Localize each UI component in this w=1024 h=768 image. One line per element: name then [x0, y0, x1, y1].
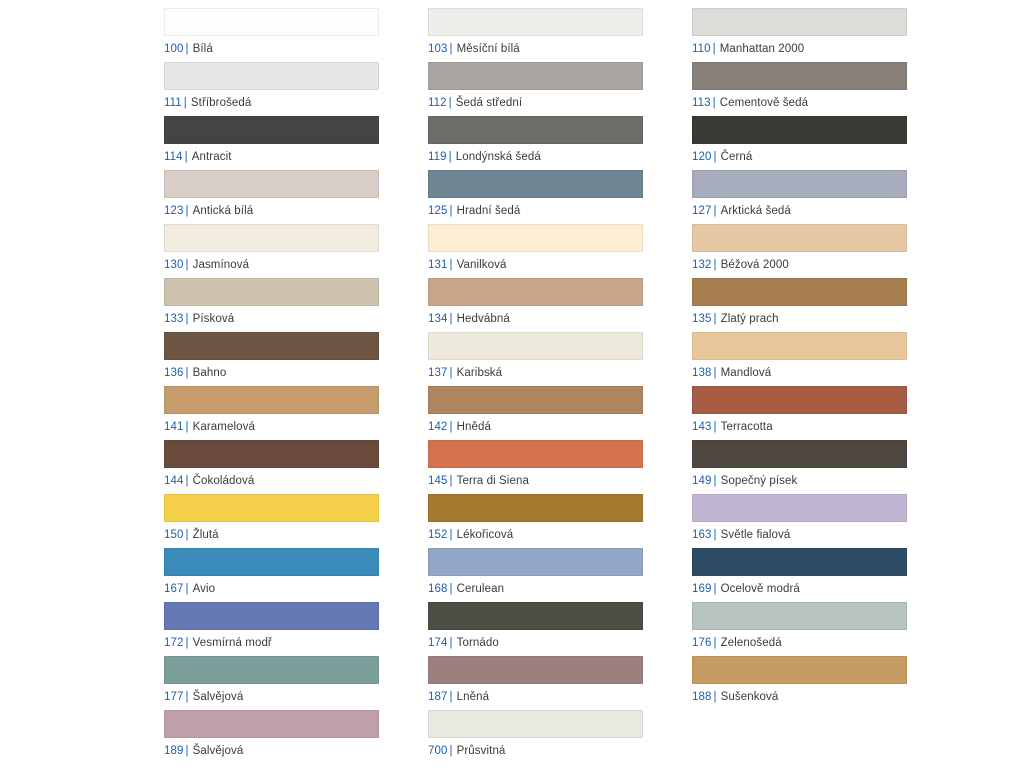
- swatch-label: [428, 144, 668, 163]
- swatch-code: 112: [428, 97, 447, 109]
- swatch-name: Béžová 2000: [720, 259, 789, 271]
- swatch-color-chip[interactable]: [428, 170, 643, 198]
- swatch-color-chip[interactable]: [164, 656, 379, 684]
- swatch-name: Čokoládová: [192, 475, 255, 487]
- swatch-label: [164, 414, 404, 433]
- swatch-separator: |: [713, 313, 717, 325]
- swatch-color-chip[interactable]: [428, 602, 643, 630]
- swatch-separator: |: [713, 367, 717, 379]
- swatch-name: Světle fialová: [720, 529, 791, 541]
- swatch-code: 134: [428, 313, 448, 325]
- swatch-code: 167: [164, 583, 184, 595]
- swatch-name: Černá: [720, 151, 753, 163]
- swatch-item[interactable]: [428, 62, 668, 116]
- swatch-code: 188: [692, 691, 712, 703]
- swatch-color-chip[interactable]: [428, 332, 643, 360]
- swatch-item[interactable]: [164, 62, 404, 116]
- swatch-code: 127: [692, 205, 712, 217]
- swatch-separator: |: [713, 259, 717, 271]
- swatch-name: Jasmínová: [192, 259, 250, 271]
- swatch-name: Šedá střední: [455, 97, 523, 109]
- swatch-item[interactable]: [164, 548, 404, 602]
- swatch-item[interactable]: [692, 386, 932, 440]
- swatch-color-chip[interactable]: [428, 386, 643, 414]
- swatch-color-chip[interactable]: [164, 332, 379, 360]
- swatch-color-chip[interactable]: [164, 548, 379, 576]
- swatch-color-chip[interactable]: [164, 494, 379, 522]
- swatch-item[interactable]: [428, 386, 668, 440]
- swatch-color-chip[interactable]: [692, 170, 907, 198]
- swatch-label: [692, 576, 932, 595]
- swatch-code: 163: [692, 529, 712, 541]
- swatch-label: [164, 468, 404, 487]
- swatch-code: 150: [164, 529, 184, 541]
- swatch-color-chip[interactable]: [428, 710, 643, 738]
- swatch-color-chip[interactable]: [692, 548, 907, 576]
- swatch-name: Cerulean: [456, 583, 505, 595]
- swatch-separator: |: [713, 475, 717, 487]
- swatch-separator: |: [185, 691, 189, 703]
- swatch-label: [692, 36, 932, 55]
- swatch-name: Měsíční bílá: [456, 43, 520, 55]
- swatch-separator: |: [449, 691, 453, 703]
- swatch-color-chip[interactable]: [428, 548, 643, 576]
- swatch-code: 131: [428, 259, 448, 271]
- swatch-color-chip[interactable]: [164, 278, 379, 306]
- swatch-code: 143: [692, 421, 712, 433]
- swatch-separator: |: [712, 97, 716, 109]
- swatch-name: Písková: [192, 313, 235, 325]
- swatch-name: Hradní šedá: [456, 205, 521, 217]
- swatch-label: [428, 630, 668, 649]
- swatch-label: [428, 414, 668, 433]
- swatch-name: Avio: [192, 583, 216, 595]
- swatch-label: [692, 252, 932, 271]
- swatch-color-chip[interactable]: [692, 278, 907, 306]
- swatch-color-chip[interactable]: [164, 116, 379, 144]
- swatch-name: Antická bílá: [192, 205, 254, 217]
- swatch-label: [164, 252, 404, 271]
- swatch-code: 142: [428, 421, 448, 433]
- swatch-code: 141: [164, 421, 184, 433]
- swatch-code: 130: [164, 259, 184, 271]
- swatch-label: [692, 360, 932, 379]
- swatch-label: [428, 468, 668, 487]
- swatch-item[interactable]: [428, 710, 668, 764]
- swatch-separator: |: [713, 151, 717, 163]
- swatch-separator: |: [713, 205, 717, 217]
- swatch-label: [164, 198, 404, 217]
- swatch-label: [164, 90, 404, 109]
- swatch-code: 123: [164, 205, 184, 217]
- swatch-item[interactable]: [692, 440, 932, 494]
- swatch-item[interactable]: [692, 278, 932, 332]
- swatch-color-chip[interactable]: [164, 710, 379, 738]
- swatch-separator: |: [185, 367, 189, 379]
- swatch-item[interactable]: [428, 656, 668, 710]
- swatch-name: Londýnská šedá: [455, 151, 541, 163]
- swatch-color-chip[interactable]: [428, 116, 643, 144]
- swatch-item[interactable]: [428, 170, 668, 224]
- swatch-item[interactable]: [428, 224, 668, 278]
- swatch-label: [692, 198, 932, 217]
- swatch-color-chip[interactable]: [692, 332, 907, 360]
- swatch-color-chip[interactable]: [428, 656, 643, 684]
- swatch-code: 135: [692, 313, 712, 325]
- swatch-item[interactable]: [164, 278, 404, 332]
- swatch-item[interactable]: [692, 548, 932, 602]
- swatch-color-chip[interactable]: [692, 440, 907, 468]
- swatch-name: Arktická šedá: [720, 205, 791, 217]
- swatch-separator: |: [713, 529, 717, 541]
- swatch-name: Žlutá: [192, 529, 219, 541]
- swatch-code: 114: [164, 151, 183, 163]
- swatch-color-chip[interactable]: [164, 224, 379, 252]
- swatch-name: Vanilková: [456, 259, 507, 271]
- swatch-code: 169: [692, 583, 712, 595]
- swatch-item[interactable]: [164, 386, 404, 440]
- swatch-color-chip[interactable]: [428, 224, 643, 252]
- swatch-grid: [164, 8, 932, 764]
- swatch-item[interactable]: [692, 170, 932, 224]
- swatch-label: [428, 198, 668, 217]
- swatch-code: 138: [692, 367, 712, 379]
- swatch-label: [164, 738, 404, 757]
- swatch-color-chip[interactable]: [164, 386, 379, 414]
- swatch-name: Karibská: [456, 367, 503, 379]
- swatch-separator: |: [185, 313, 189, 325]
- swatch-item[interactable]: [428, 116, 668, 170]
- swatch-code: 113: [692, 97, 711, 109]
- swatch-item[interactable]: [692, 332, 932, 386]
- swatch-separator: |: [185, 421, 189, 433]
- swatch-item[interactable]: [692, 62, 932, 116]
- swatch-item[interactable]: [428, 548, 668, 602]
- swatch-name: Bahno: [192, 367, 227, 379]
- swatch-code: 119: [428, 151, 447, 163]
- swatch-name: Terra di Siena: [456, 475, 529, 487]
- swatch-color-chip[interactable]: [428, 440, 643, 468]
- swatch-label: [692, 684, 932, 703]
- swatch-code: 176: [692, 637, 712, 649]
- swatch-item[interactable]: [164, 656, 404, 710]
- swatch-item[interactable]: [428, 8, 668, 62]
- swatch-item[interactable]: [164, 710, 404, 764]
- swatch-item[interactable]: [164, 116, 404, 170]
- swatch-color-chip[interactable]: [428, 494, 643, 522]
- swatch-item[interactable]: [692, 494, 932, 548]
- swatch-code: 100: [164, 43, 184, 55]
- swatch-separator: |: [449, 421, 453, 433]
- swatch-label: [428, 36, 668, 55]
- swatch-color-chip[interactable]: [692, 656, 907, 684]
- swatch-label: [692, 468, 932, 487]
- swatch-label: [692, 522, 932, 541]
- swatch-name: Sopečný písek: [720, 475, 798, 487]
- swatch-label: [692, 630, 932, 649]
- swatch-label: [428, 360, 668, 379]
- swatch-code: 136: [164, 367, 184, 379]
- swatch-separator: |: [713, 583, 717, 595]
- swatch-name: Mandlová: [720, 367, 772, 379]
- swatch-separator: |: [184, 151, 188, 163]
- swatch-name: Vesmírná modř: [192, 637, 272, 649]
- swatch-label: [428, 90, 668, 109]
- swatch-item[interactable]: [164, 440, 404, 494]
- swatch-label: [164, 630, 404, 649]
- swatch-item[interactable]: [428, 494, 668, 548]
- swatch-label: [428, 522, 668, 541]
- swatch-separator: |: [185, 205, 189, 217]
- swatch-item[interactable]: [692, 224, 932, 278]
- swatch-color-chip[interactable]: [164, 8, 379, 36]
- swatch-separator: |: [185, 43, 189, 55]
- swatch-separator: |: [448, 151, 452, 163]
- swatch-name: Tornádo: [456, 637, 499, 649]
- swatch-name: Šalvějová: [192, 745, 244, 757]
- swatch-name: Ocelově modrá: [720, 583, 800, 595]
- swatch-code: 137: [428, 367, 448, 379]
- swatch-separator: |: [449, 475, 453, 487]
- swatch-label: [428, 738, 668, 757]
- swatch-separator: |: [185, 583, 189, 595]
- swatch-name: Cementově šedá: [719, 97, 809, 109]
- swatch-code: 103: [428, 43, 448, 55]
- swatch-name: Sušenková: [720, 691, 779, 703]
- swatch-separator: |: [449, 367, 453, 379]
- swatch-name: Zlatý prach: [720, 313, 779, 325]
- swatch-label: [428, 684, 668, 703]
- swatch-separator: |: [449, 745, 453, 757]
- swatch-name: Zelenošedá: [720, 637, 782, 649]
- swatch-name: Manhattan 2000: [719, 43, 805, 55]
- swatch-code: 111: [164, 97, 182, 109]
- swatch-label: [692, 144, 932, 163]
- swatch-item[interactable]: [164, 224, 404, 278]
- swatch-color-chip[interactable]: [428, 8, 643, 36]
- swatch-color-chip[interactable]: [692, 224, 907, 252]
- swatch-name: Průsvitná: [456, 745, 506, 757]
- swatch-code: 144: [164, 475, 184, 487]
- swatch-color-chip[interactable]: [428, 62, 643, 90]
- swatch-item[interactable]: [692, 116, 932, 170]
- swatch-label: [164, 576, 404, 595]
- swatch-item[interactable]: [692, 8, 932, 62]
- swatch-item[interactable]: [164, 8, 404, 62]
- swatch-separator: |: [449, 313, 453, 325]
- swatch-color-chip[interactable]: [164, 440, 379, 468]
- swatch-color-chip[interactable]: [428, 278, 643, 306]
- swatch-separator: |: [183, 97, 187, 109]
- swatch-separator: |: [449, 205, 453, 217]
- swatch-item[interactable]: [428, 440, 668, 494]
- swatch-item[interactable]: [428, 332, 668, 386]
- swatch-separator: |: [185, 637, 189, 649]
- swatch-label: [428, 576, 668, 595]
- swatch-name: Antracit: [191, 151, 232, 163]
- swatch-item[interactable]: [164, 332, 404, 386]
- swatch-code: 149: [692, 475, 712, 487]
- swatch-label: [164, 36, 404, 55]
- swatch-name: Lékořicová: [456, 529, 514, 541]
- swatch-item[interactable]: [164, 494, 404, 548]
- swatch-name: Bílá: [192, 43, 213, 55]
- swatch-separator: |: [185, 745, 189, 757]
- swatch-item[interactable]: [692, 656, 932, 710]
- swatch-code: 177: [164, 691, 184, 703]
- swatch-label: [164, 360, 404, 379]
- swatch-color-chip[interactable]: [692, 386, 907, 414]
- swatch-separator: |: [712, 43, 716, 55]
- swatch-separator: |: [713, 637, 717, 649]
- swatch-color-chip[interactable]: [692, 62, 907, 90]
- swatch-name: Lněná: [456, 691, 490, 703]
- swatch-name: Hnědá: [456, 421, 491, 433]
- swatch-separator: |: [185, 259, 189, 271]
- swatch-label: [164, 144, 404, 163]
- swatch-code: 120: [692, 151, 712, 163]
- swatch-code: 145: [428, 475, 448, 487]
- swatch-label: [692, 414, 932, 433]
- swatch-code: 125: [428, 205, 448, 217]
- swatch-code: 168: [428, 583, 448, 595]
- swatch-item[interactable]: [164, 602, 404, 656]
- swatch-label: [164, 306, 404, 325]
- swatch-name: Terracotta: [720, 421, 773, 433]
- swatch-label: [692, 306, 932, 325]
- swatch-label: [428, 306, 668, 325]
- swatch-separator: |: [185, 529, 189, 541]
- swatch-color-chip[interactable]: [692, 602, 907, 630]
- swatch-name: Hedvábná: [456, 313, 510, 325]
- swatch-label: [164, 684, 404, 703]
- swatch-code: 133: [164, 313, 184, 325]
- swatch-item[interactable]: [164, 170, 404, 224]
- swatch-code: 132: [692, 259, 712, 271]
- swatch-color-chip[interactable]: [164, 62, 379, 90]
- swatch-separator: |: [449, 583, 453, 595]
- swatch-item[interactable]: [428, 278, 668, 332]
- swatch-name: Karamelová: [192, 421, 255, 433]
- swatch-separator: |: [449, 259, 453, 271]
- swatch-color-chip[interactable]: [692, 116, 907, 144]
- swatch-color-chip[interactable]: [164, 602, 379, 630]
- swatch-separator: |: [713, 691, 717, 703]
- swatch-color-chip[interactable]: [692, 494, 907, 522]
- swatch-separator: |: [449, 43, 453, 55]
- swatch-name: Šalvějová: [192, 691, 244, 703]
- swatch-code: 110: [692, 43, 711, 55]
- swatch-code: 187: [428, 691, 448, 703]
- swatch-code: 174: [428, 637, 448, 649]
- swatch-code: 700: [428, 745, 448, 757]
- swatch-label: [164, 522, 404, 541]
- swatch-label: [692, 90, 932, 109]
- swatch-code: 152: [428, 529, 448, 541]
- swatch-color-chip[interactable]: [164, 170, 379, 198]
- swatch-name: Stříbrošedá: [190, 97, 252, 109]
- swatch-item[interactable]: [428, 602, 668, 656]
- swatch-separator: |: [449, 637, 453, 649]
- swatch-separator: |: [448, 97, 452, 109]
- swatch-item[interactable]: [692, 602, 932, 656]
- swatch-separator: |: [713, 421, 717, 433]
- swatch-code: 172: [164, 637, 184, 649]
- swatch-separator: |: [449, 529, 453, 541]
- swatch-label: [428, 252, 668, 271]
- swatch-code: 189: [164, 745, 184, 757]
- swatch-separator: |: [185, 475, 189, 487]
- swatch-color-chip[interactable]: [692, 8, 907, 36]
